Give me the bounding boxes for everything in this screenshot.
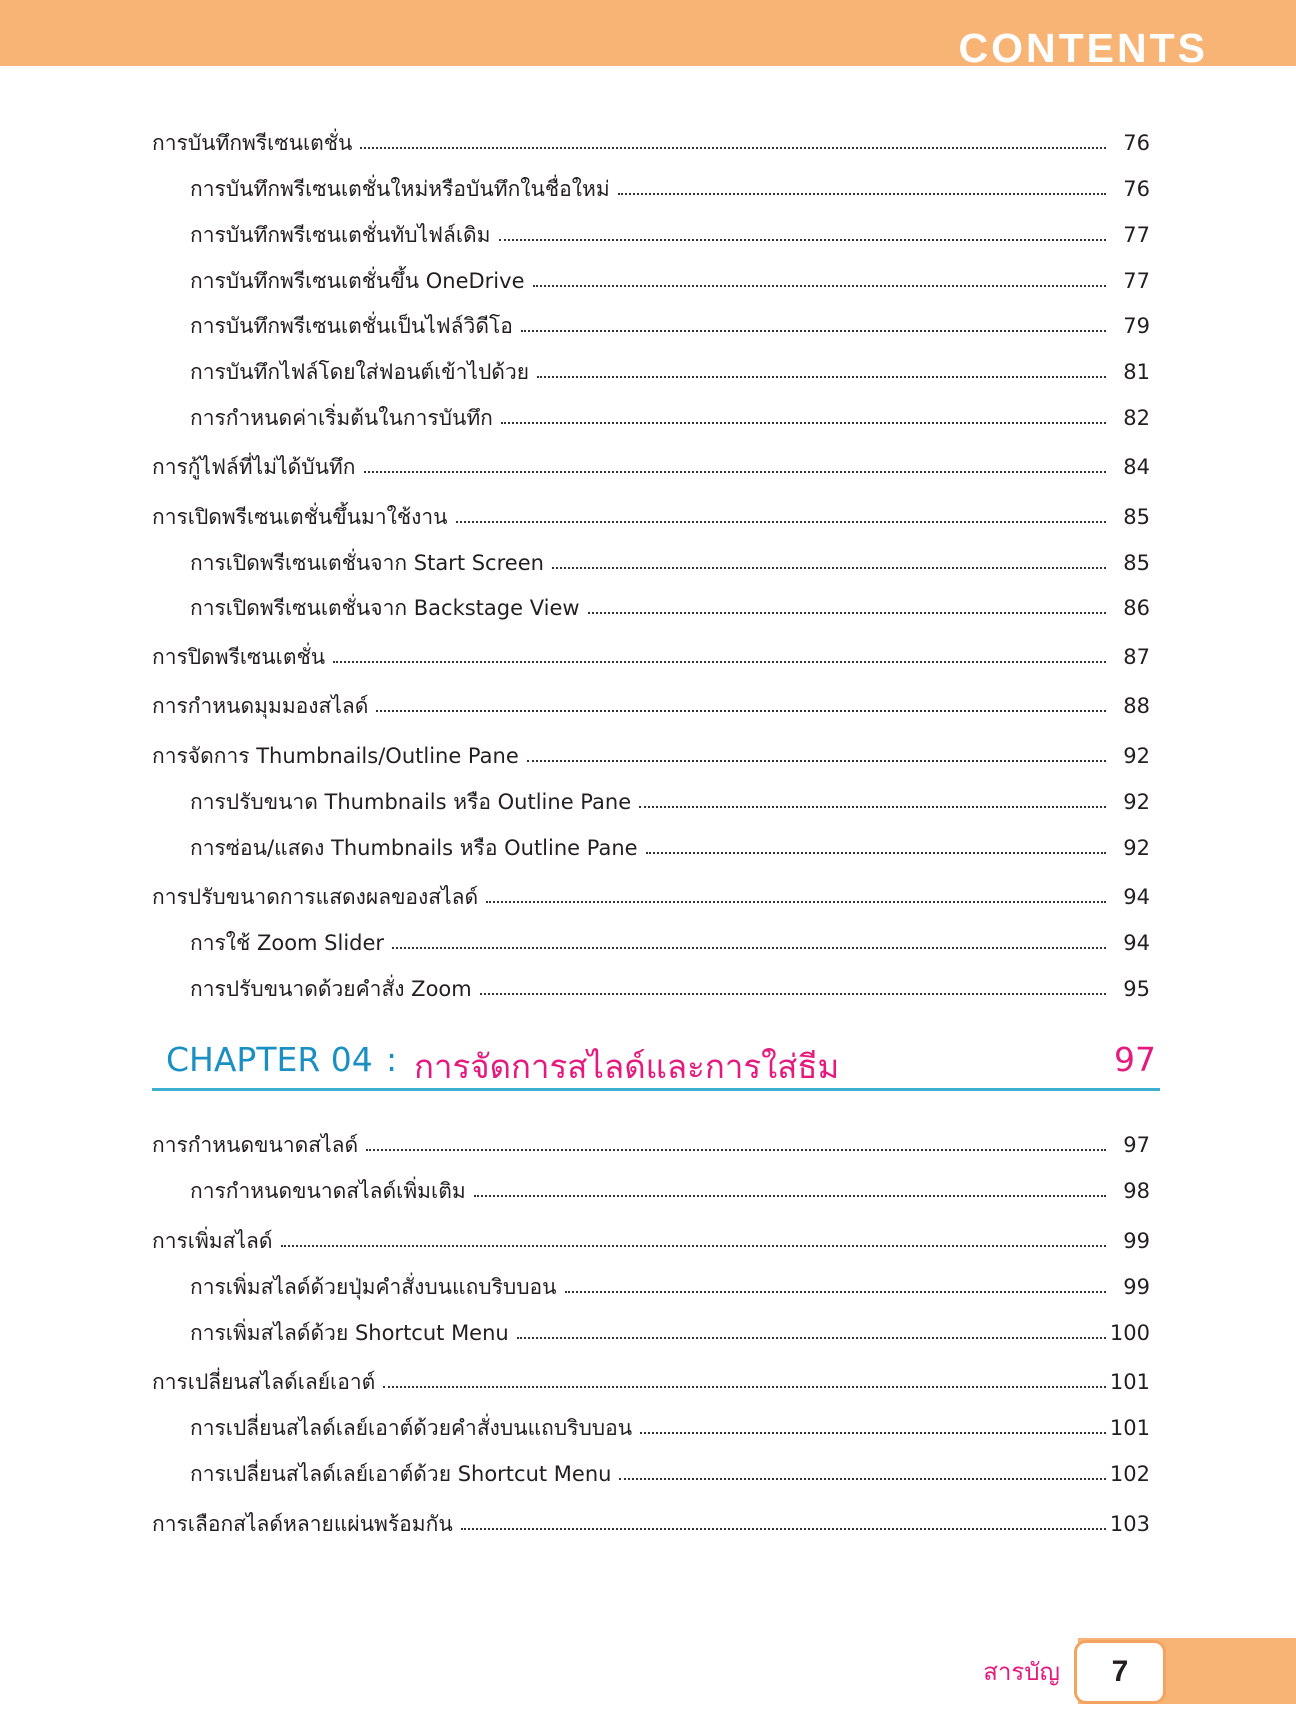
toc-entry — [190, 781, 1150, 815]
toc-entry-page: 92 — [1123, 836, 1150, 860]
toc-entry — [152, 1124, 1150, 1158]
toc-entry — [152, 496, 1150, 530]
chapter-page: 97 — [1114, 1040, 1156, 1079]
toc-entry-label: การปรับขนาดด้วยคำสั่ง Zoom — [190, 977, 472, 1001]
toc-entry-page: 101 — [1109, 1370, 1150, 1394]
toc-entry-page: 94 — [1123, 931, 1150, 955]
toc-entry-label: การเปลี่ยนสไลด์เลย์เอาต์ด้วย Shortcut Menu — [190, 1462, 612, 1486]
toc-entry-label: การบันทึกพรีเซนเตชั่นใหม่หรือบันทึกในชื่อใหม่ — [190, 177, 610, 201]
chapter-title: การจัดการสไลด์และการใส่ธีม — [414, 1047, 840, 1086]
chapter-separator: : — [386, 1040, 398, 1079]
toc-entry-label: การบันทึกพรีเซนเตชั่นทับไฟล์เดิม — [190, 223, 491, 247]
chapter-heading — [152, 1032, 1160, 1091]
toc-entry-page: 77 — [1123, 223, 1150, 247]
dot-leader — [521, 330, 1106, 332]
toc-entry-label: การซ่อน/แสดง Thumbnails หรือ Outline Pane — [190, 836, 638, 860]
toc-entry-page: 97 — [1123, 1133, 1150, 1157]
dot-leader — [499, 239, 1107, 241]
dot-leader — [364, 471, 1107, 473]
toc-entry — [152, 1220, 1150, 1254]
toc-entry — [190, 587, 1150, 621]
toc-entry-page: 98 — [1123, 1179, 1150, 1203]
dot-leader — [383, 1386, 1106, 1388]
dot-leader — [619, 1478, 1105, 1480]
dot-leader — [552, 567, 1106, 569]
toc-entry — [190, 1170, 1150, 1204]
toc-entry — [190, 1266, 1150, 1300]
toc-entry — [190, 260, 1150, 294]
toc-entry-page: 84 — [1123, 455, 1150, 479]
toc-entry-page: 82 — [1123, 406, 1150, 430]
footer-section-label: สารบัญ — [983, 1658, 1060, 1686]
toc-entry-page: 87 — [1123, 645, 1150, 669]
chapter-number: CHAPTER 04 — [166, 1040, 373, 1079]
toc-entry-page: 92 — [1123, 744, 1150, 768]
toc-entry-page: 94 — [1123, 885, 1150, 909]
dot-leader — [281, 1245, 1106, 1247]
toc-entry-label: การเปิดพรีเซนเตชั่นจาก Backstage View — [190, 596, 580, 620]
toc-entry — [190, 168, 1150, 202]
toc-entry — [190, 1453, 1150, 1487]
toc-entry-label: การเปลี่ยนสไลด์เลย์เอาต์ด้วยคำสั่งบนแถบริบบอน — [190, 1416, 633, 1440]
toc-entry-page: 77 — [1123, 269, 1150, 293]
toc-entry-label: การเปลี่ยนสไลด์เลย์เอาต์ — [152, 1370, 376, 1394]
toc-entry — [152, 1361, 1150, 1395]
toc-entry — [190, 827, 1150, 861]
toc-entry — [152, 446, 1150, 480]
toc-entry-label: การกำหนดขนาดสไลด์ — [152, 1133, 359, 1157]
dot-leader — [333, 661, 1106, 663]
dot-leader — [527, 760, 1106, 762]
toc-entry — [152, 735, 1150, 769]
toc-entry-label: การบันทึกไฟล์โดยใส่ฟอนต์เข้าไปด้วย — [190, 360, 530, 384]
toc-entry — [190, 922, 1150, 956]
dot-leader — [533, 285, 1107, 287]
dot-leader — [639, 806, 1106, 808]
toc-entry — [152, 122, 1150, 156]
dot-leader — [565, 1291, 1106, 1293]
toc-entry-label: การปรับขนาด Thumbnails หรือ Outline Pane — [190, 790, 632, 814]
toc-entry-label: การบันทึกพรีเซนเตชั่นเป็นไฟล์วิดีโอ — [190, 314, 513, 338]
toc-entry-page: 99 — [1123, 1275, 1150, 1299]
dot-leader — [474, 1195, 1106, 1197]
contents-heading: CONTENTS — [958, 28, 1208, 66]
toc-entry — [190, 1407, 1150, 1441]
dot-leader — [480, 993, 1106, 995]
toc-entry-label: การปิดพรีเซนเตชั่น — [152, 645, 326, 669]
toc-entry-page: 79 — [1123, 314, 1150, 338]
toc-entry-page: 95 — [1123, 977, 1150, 1001]
toc-entry-page: 85 — [1123, 551, 1150, 575]
toc-entry — [190, 351, 1150, 385]
toc-entry-label: การบันทึกพรีเซนเตชั่น — [152, 131, 353, 155]
dot-leader — [517, 1337, 1106, 1339]
toc-entry-label: การกู้ไฟล์ที่ไม่ได้บันทึก — [152, 455, 356, 479]
toc-entry-page: 86 — [1123, 596, 1150, 620]
toc-entry-page: 81 — [1123, 360, 1150, 384]
toc-entry-page: 103 — [1109, 1512, 1150, 1536]
toc-entry-label: การจัดการ Thumbnails/Outline Pane — [152, 744, 519, 768]
toc-entry-page: 88 — [1123, 694, 1150, 718]
toc-entry-label: การเลือกสไลด์หลายแผ่นพร้อมกัน — [152, 1512, 453, 1536]
toc-entry — [190, 305, 1150, 339]
toc-entry — [190, 1312, 1150, 1346]
toc-entry — [152, 636, 1150, 670]
toc-entry-label: การกำหนดค่าเริ่มต้นในการบันทึก — [190, 406, 493, 430]
toc-entry — [190, 542, 1150, 576]
toc-entry-label: การเพิ่มสไลด์ — [152, 1229, 273, 1253]
dot-leader — [588, 612, 1106, 614]
dot-leader — [376, 710, 1106, 712]
toc-entry — [152, 685, 1150, 719]
toc-entry — [190, 214, 1150, 248]
dot-leader — [618, 193, 1106, 195]
toc-entry-label: การกำหนดมุมมองสไลด์ — [152, 694, 369, 718]
toc-entry-label: การเพิ่มสไลด์ด้วยปุ่มคำสั่งบนแถบริบบอน — [190, 1275, 557, 1299]
toc-entry-page: 100 — [1109, 1321, 1150, 1345]
dot-leader — [486, 901, 1106, 903]
toc-entry-page: 76 — [1123, 177, 1150, 201]
toc-entry-label: การเปิดพรีเซนเตชั่นขึ้นมาใช้งาน — [152, 505, 448, 529]
dot-leader — [640, 1432, 1106, 1434]
toc-entry-page: 85 — [1123, 505, 1150, 529]
toc-entry-page: 92 — [1123, 790, 1150, 814]
toc-entry-label: การกำหนดขนาดสไลด์เพิ่มเติม — [190, 1179, 466, 1203]
toc-entry-page: 99 — [1123, 1229, 1150, 1253]
dot-leader — [360, 147, 1106, 149]
page-number-box: 7 — [1074, 1640, 1166, 1704]
dot-leader — [537, 376, 1106, 378]
toc-entry — [190, 968, 1150, 1002]
dot-leader — [392, 947, 1106, 949]
toc-entry — [152, 876, 1150, 910]
toc-entry — [190, 397, 1150, 431]
toc-entry-page: 76 — [1123, 131, 1150, 155]
toc-entry-page: 102 — [1109, 1462, 1150, 1486]
toc-entry-label: การบันทึกพรีเซนเตชั่นขึ้น OneDrive — [190, 269, 525, 293]
toc-entry-page: 101 — [1109, 1416, 1150, 1440]
dot-leader — [456, 521, 1106, 523]
dot-leader — [366, 1149, 1106, 1151]
toc-entry-label: การปรับขนาดการแสดงผลของสไลด์ — [152, 885, 479, 909]
toc-entry-label: การเปิดพรีเซนเตชั่นจาก Start Screen — [190, 551, 544, 575]
dot-leader — [461, 1528, 1106, 1530]
toc-entry-label: การเพิ่มสไลด์ด้วย Shortcut Menu — [190, 1321, 509, 1345]
dot-leader — [501, 422, 1106, 424]
dot-leader — [646, 852, 1106, 854]
toc-entry-label: การใช้ Zoom Slider — [190, 931, 385, 955]
toc-entry — [152, 1503, 1150, 1537]
